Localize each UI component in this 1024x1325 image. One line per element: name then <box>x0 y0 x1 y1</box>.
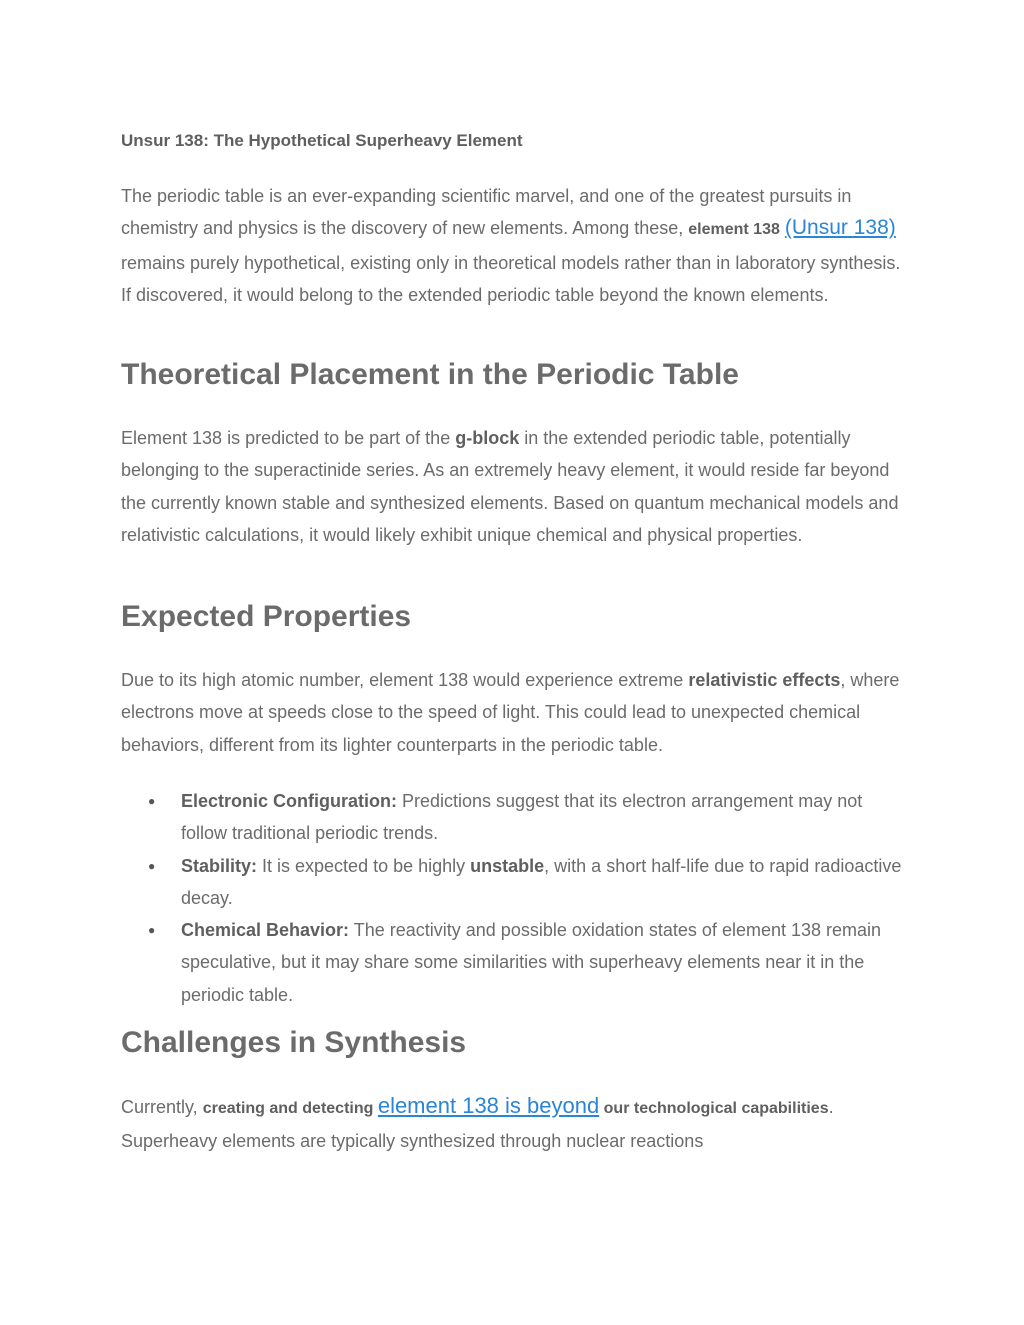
properties-list <box>121 785 911 1011</box>
placement-text-1: Element 138 is predicted to be part of the <box>121 428 456 448</box>
document-title: Unsur 138: The Hypothetical Superheavy Element <box>121 131 523 150</box>
bullet-text-2: , with a short half-life due to rapid radioactive decay. <box>181 855 902 908</box>
properties-paragraph <box>121 664 911 761</box>
heading-theoretical-placement: Theoretical Placement in the Periodic Table <box>121 358 739 391</box>
challenges-text-2: . Superheavy elements are typically synthesized through nuclear reactions <box>121 1097 834 1152</box>
intro-bold: element 138 <box>688 221 780 239</box>
bullet-icon: ● <box>148 858 156 873</box>
challenges-text-1: Currently, <box>121 1097 203 1117</box>
intro-text-1: The periodic table is an ever-expanding scientific marvel, and one of the greatest pursuits in chemistry and physics is the discovery of new elements. Among these, <box>121 186 852 239</box>
challenges-bold-2: our technological capabilities <box>599 1100 829 1117</box>
challenges-bold-1: creating and detecting <box>202 1100 378 1117</box>
properties-text-2: , where electrons move at speeds close to the speed of light. This could lead to unexpected chemical behaviors, different from its lighter counterparts in the periodic table. <box>121 670 900 755</box>
challenges-paragraph <box>121 1090 911 1158</box>
bullet-icon: ● <box>148 794 156 808</box>
placement-text-2: in the extended periodic table, potentially belonging to the superactinide series. As an extremely heavy element, it would reside far beyond the currently known stable and synthesized elements. Based on quantum mechanical models and relativistic calculations, it would likely exhibit unique chemical and physical properties. <box>121 428 899 545</box>
intro-text-2: remains purely hypothetical, existing only in theoretical models rather than in laboratory synthesis. If discovered, it would belong to the extended periodic table beyond the known elements. <box>121 252 901 305</box>
bullet-text: The reactivity and possible oxidation states of element 138 remain speculative, but it may share some similarities with superheavy elements near it in the periodic table. <box>181 920 882 1005</box>
element-138-link[interactable]: element 138 is beyond <box>377 1093 600 1118</box>
placement-paragraph <box>121 422 911 551</box>
list-item-electronic-configuration <box>121 785 911 850</box>
properties-bold: relativistic effects <box>688 670 841 690</box>
list-item-chemical-behavior <box>121 914 911 1011</box>
bullet-text: Predictions suggest that its electron arrangement may not follow traditional periodic trends. <box>181 791 863 844</box>
heading-challenges-synthesis: Challenges in Synthesis <box>121 1026 467 1059</box>
bullet-text: It is expected to be highly <box>257 855 471 876</box>
heading-expected-properties: Expected Properties <box>121 600 412 633</box>
bullet-icon: ● <box>148 923 156 938</box>
bullet-label: Chemical Behavior: <box>181 920 350 941</box>
bullet-bold: unstable <box>470 855 545 876</box>
list-item-stability <box>121 850 911 915</box>
bullet-label: Electronic Configuration: <box>181 791 397 811</box>
placement-bold: g-block <box>455 428 520 448</box>
bullet-label: Stability: <box>181 855 258 876</box>
intro-paragraph <box>121 180 911 311</box>
unsur-138-link[interactable]: (Unsur 138) <box>784 216 896 240</box>
properties-text-1: Due to its high atomic number, element 138 would experience extreme <box>121 670 689 690</box>
